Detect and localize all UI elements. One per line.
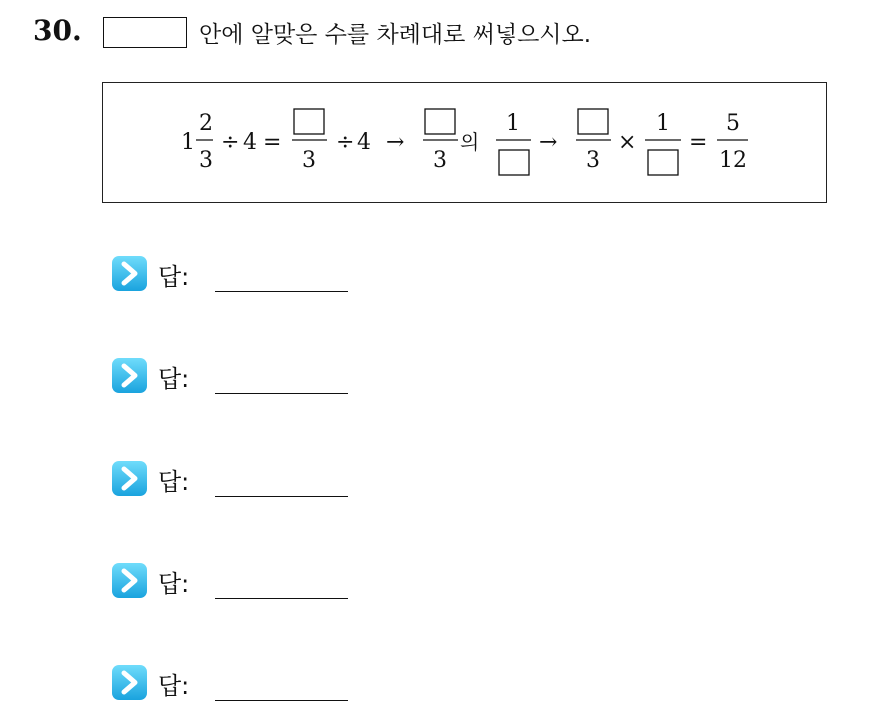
question-instruction: 안에 알맞은 수를 차례대로 써넣으시오. bbox=[199, 22, 592, 48]
answer-label: 답: bbox=[158, 570, 190, 598]
eq-frac5-den: 3 bbox=[586, 148, 600, 173]
eq-frac5-num-box bbox=[578, 109, 608, 134]
eq-frac2-den: 3 bbox=[302, 148, 316, 173]
eq-frac3-num-box bbox=[425, 109, 455, 134]
answer-row bbox=[111, 357, 411, 397]
chevron-right-icon bbox=[111, 562, 148, 599]
eq-frac1-den: 3 bbox=[199, 148, 213, 173]
answer-label: 답: bbox=[158, 468, 190, 496]
eq-four1: 4 bbox=[243, 130, 257, 155]
eq-frac4-num: 1 bbox=[506, 111, 520, 136]
eq-four2: 4 bbox=[357, 130, 371, 155]
answer-row bbox=[111, 562, 411, 602]
chevron-right-icon bbox=[111, 255, 148, 292]
eq-frac2-num-box bbox=[294, 109, 324, 134]
answer-label: 답: bbox=[158, 263, 190, 291]
answer-line[interactable] bbox=[215, 393, 348, 394]
question-number: 30. bbox=[33, 14, 82, 47]
question-line bbox=[103, 16, 591, 49]
eq-ui: 의 bbox=[460, 130, 480, 154]
chevron-right-icon bbox=[111, 357, 148, 394]
eq-frac1-num: 2 bbox=[199, 111, 213, 136]
chevron-right-icon bbox=[111, 664, 148, 701]
answer-line[interactable] bbox=[215, 598, 348, 599]
eq-arrow1: → bbox=[386, 130, 405, 155]
answer-row bbox=[111, 255, 411, 295]
answer-row bbox=[111, 460, 411, 500]
answer-label: 답: bbox=[158, 365, 190, 393]
eq-eq2: = bbox=[689, 130, 708, 155]
eq-div1: ÷ bbox=[221, 130, 240, 155]
eq-frac6-num: 1 bbox=[656, 111, 670, 136]
blank-box-inline bbox=[103, 17, 187, 48]
answer-line[interactable] bbox=[215, 700, 348, 701]
eq-frac3-den: 3 bbox=[433, 148, 447, 173]
eq-result-den: 12 bbox=[719, 148, 747, 173]
answer-line[interactable] bbox=[215, 496, 348, 497]
eq-eq1: = bbox=[263, 130, 282, 155]
equation-box bbox=[102, 82, 827, 203]
eq-whole: 1 bbox=[181, 130, 195, 155]
answer-row bbox=[111, 664, 411, 704]
chevron-right-icon bbox=[111, 460, 148, 497]
answer-label: 답: bbox=[158, 672, 190, 700]
eq-times: × bbox=[618, 130, 637, 155]
eq-frac6-den-box bbox=[648, 150, 678, 175]
eq-frac4-den-box bbox=[499, 150, 529, 175]
eq-result-num: 5 bbox=[726, 111, 740, 136]
eq-arrow2: → bbox=[539, 130, 558, 155]
equation-figure bbox=[103, 83, 828, 204]
eq-div2: ÷ bbox=[336, 130, 355, 155]
answer-line[interactable] bbox=[215, 291, 348, 292]
